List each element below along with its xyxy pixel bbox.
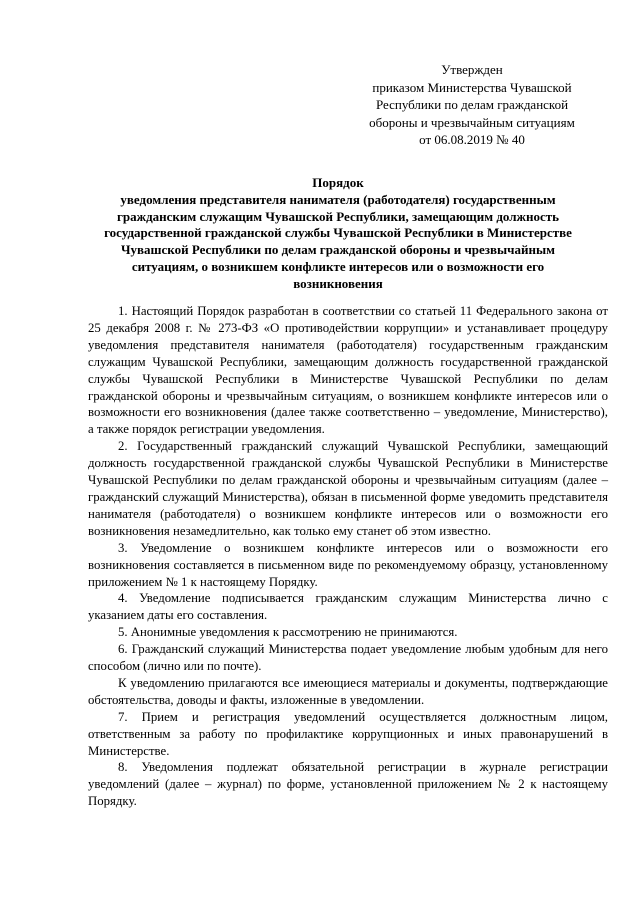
approval-line: Утвержден [441,62,503,77]
approval-line: обороны и чрезвычайным ситуациям [369,114,575,130]
approval-line: Республики по делам гражданской [375,97,569,112]
document-body [88,303,608,810]
paragraph-3: 3. Уведомление о возникшем конфликте интересов или о возможности его возникновения составляется в письменном виде по рекомендуемому образцу, установленному приложением № 1 к настоящему Порядку. [88,540,608,589]
approval-line: приказом Министерства Чувашской [372,79,572,95]
title-line: Чувашской Республики по делам гражданской обороны и чрезвычайным [120,242,555,258]
document-title [88,175,588,293]
paragraph-2: 2. Государственный гражданский служащий Чувашской Республики, замещающий должность государственной гражданской службы Чувашской Республики в Министерстве Чувашской Республики по делам гражданской обороны и чрезвычайным ситуациям (далее – гражданский служащий Министерства), обязан в письменной форме уведомить представителя нанимателя (работодателя) о возникшем конфликте интересов или о возможности его возникновения незамедлительно, как только ему станет об этом известно. [88,439,608,538]
title-line: государственной гражданской службы Чувашской Республики в Министерстве [104,225,572,241]
paragraph-5: 5. Анонимные уведомления к рассмотрению не принимаются. [118,625,458,640]
paragraph-8: 8. Уведомления подлежат обязательной регистрации в журнале регистрации уведомлений (далее – журнал) по форме, установленной приложением № 2 к настоящему Порядку. [88,760,608,809]
paragraph-6-attachments: К уведомлению прилагаются все имеющиеся материалы и документы, подтверждающие обстоятельства, доводы и факты, изложенные в уведомлении. [88,675,608,707]
title-line: гражданским служащим Чувашской Республики, замещающим должность [117,208,559,224]
paragraph-7: 7. Прием и регистрация уведомлений осуществляется должностным лицом, ответственным за работу по профилактике коррупционных и иных правонарушений в Министерстве. [88,709,608,758]
title-line: возникновения [293,275,383,291]
title-heading: Порядок [312,175,364,190]
approval-stamp [336,61,608,149]
paragraph-6: 6. Гражданский служащий Министерства подает уведомление любым удобным для него способом (лично или по почте). [88,642,608,674]
title-line: ситуациям, о возникшем конфликте интересов или о возможности его [131,258,545,274]
title-line: уведомления представителя нанимателя (работодателя) государственным [120,191,556,207]
paragraph-1: 1. Настоящий Порядок разработан в соответствии со статьей 11 Федерального закона от 25 декабря 2008 г. № 273-ФЗ «О противодействии коррупции» и устанавливает процедуру уведомления представителя нанимателя (работодателя) государственным гражданским служащим Чувашской Республики, замещающим должность государственной гражданской службы Чувашской Республики в Министерстве Чувашской Республики по делам гражданской обороны и чрезвычайным ситуациям, о возникшем конфликте интересов или о возможности его возникновения (далее также соответственно – уведомление, Министерство), а также порядок регистрации уведомления. [88,304,608,437]
approval-date-line: от 06.08.2019 № 40 [419,132,525,147]
paragraph-4: 4. Уведомление подписывается гражданским служащим Министерства лично с указанием даты его составления. [88,591,608,623]
